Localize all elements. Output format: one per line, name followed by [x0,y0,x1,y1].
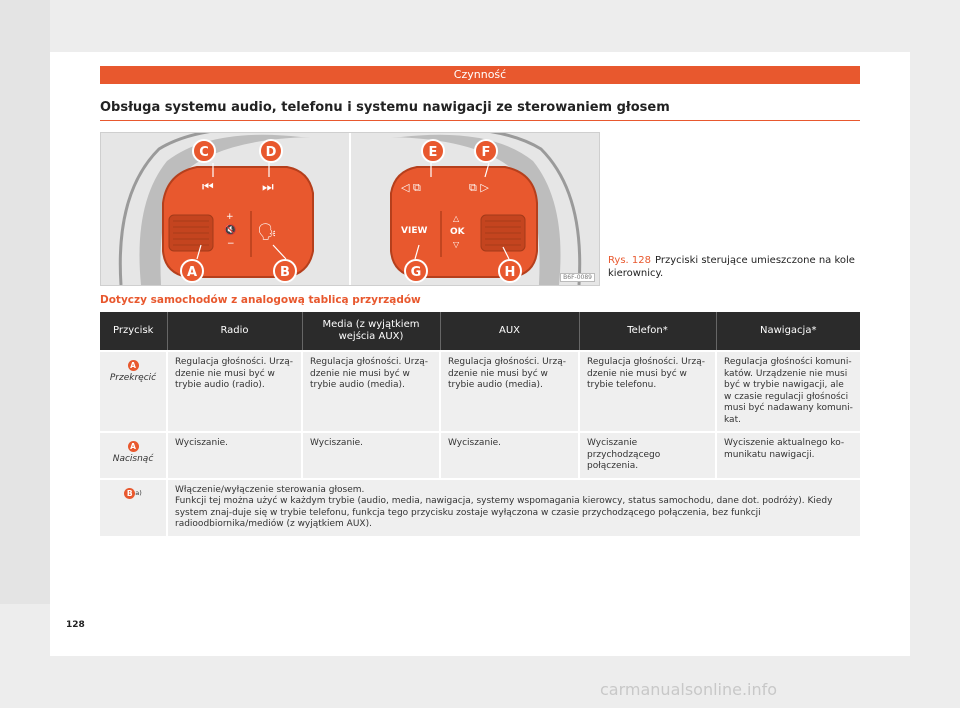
controls-table [100,312,860,536]
button-cell [100,432,167,479]
callout-h: H [504,265,516,280]
table-cell: Wyciszanie przychodzącego połączenia. [579,432,716,479]
table-cell: Regulacja głośności. Urzą-dzenie nie musi być w trybie audio (radio). [167,351,302,432]
svg-text:⧉ ▷: ⧉ ▷ [469,181,489,194]
watermark: carmanualsonline.info [600,680,778,699]
ok-label: OK [450,227,465,237]
table-cell: Regulacja głośności komuni-katów. Urządzenie nie musi być w trybie nawigacji, ale w czasie regulacji głośności musi być nadawany komuni-kat. [716,351,860,432]
button-badge: A [128,360,139,371]
svg-text:−: − [227,239,235,249]
callout-d: D [265,145,277,160]
section-title-bar: Czynność [100,66,860,84]
svg-text:+: + [226,212,234,222]
callout-c: C [199,145,209,160]
header-telefon: Telefon* [579,312,716,351]
table-header-row [100,312,860,351]
table-cell: Regulacja głośności. Urzą-dzenie nie musi być w trybie telefonu. [579,351,716,432]
svg-text:◁ ⧉: ◁ ⧉ [401,181,421,194]
table-cell: Regulacja głośności. Urzą-dzenie nie musi być w trybie audio (media). [440,351,579,432]
steering-wheel-illustration [101,133,599,285]
footnote-marker: a) [135,488,142,497]
view-label: VIEW [401,226,428,236]
button-cell [100,351,167,432]
steering-wheel-figure [100,132,600,286]
button-badge: A [128,441,139,452]
caption-text: Przyciski sterujące umieszczone na kole kierownicy. [608,255,855,279]
button-action: Nacisnąć [112,453,154,464]
table-row [100,351,860,432]
figure-caption [608,254,858,280]
table-cell-merged: Włączenie/wyłączenie sterowania głosem. Funkcji tej można użyć w każdym trybie (audio, media, nawigacja, systemy wspomagania kierowcy, status samochodu, dane dot. podróży). Kiedy system znaj-duje się w trybie telefonu, funkcja tego przycisku zostaje wyłączona w czasie przychodzącego połączenia, bez funkcji radioodbiornika/mediów (z wyjątkiem AUX). [167,479,860,536]
table-cell: Regulacja głośności. Urzą-dzenie nie musi być w trybie audio (media). [302,351,440,432]
page-heading: Obsługa systemu audio, telefonu i systemu nawigacji ze sterowaniem głosem [100,100,670,115]
page-number: 128 [66,620,85,630]
table-row [100,479,860,536]
table-cell: Wyciszanie. [167,432,302,479]
svg-text:⏭: ⏭ [262,180,274,195]
table-title: Dotyczy samochodów z analogową tablicą przyrządów [100,294,421,306]
figure-code: B6F-0089 [560,273,595,282]
callout-e: E [428,145,438,160]
callout-a: A [186,265,198,280]
svg-text:△: △ [453,214,460,223]
header-nawigacja: Nawigacja* [716,312,860,351]
table-row [100,432,860,479]
left-margin-stripe [0,0,50,604]
svg-text:🔇: 🔇 [224,225,237,236]
svg-text:▽: ▽ [453,240,460,249]
callout-f: F [481,145,491,160]
heading-divider [100,120,860,121]
header-media: Media (z wyjątkiem wejścia AUX) [302,312,440,351]
table-cell: Wyciszenie aktualnego ko-munikatu nawigacji. [716,432,860,479]
header-przycisk: Przycisk [100,312,167,351]
button-action: Przekręcić [109,372,157,383]
table-cell: Wyciszanie. [440,432,579,479]
callout-g: G [410,265,422,280]
svg-text:⏮: ⏮ [202,180,214,195]
header-aux: AUX [440,312,579,351]
table-cell: Wyciszanie. [302,432,440,479]
button-badge: B [124,488,135,499]
callout-b: B [280,265,290,280]
button-cell [100,479,167,536]
header-radio: Radio [167,312,302,351]
caption-figure-number: Rys. 128 [608,255,651,266]
svg-text:🗣: 🗣 [257,222,278,241]
